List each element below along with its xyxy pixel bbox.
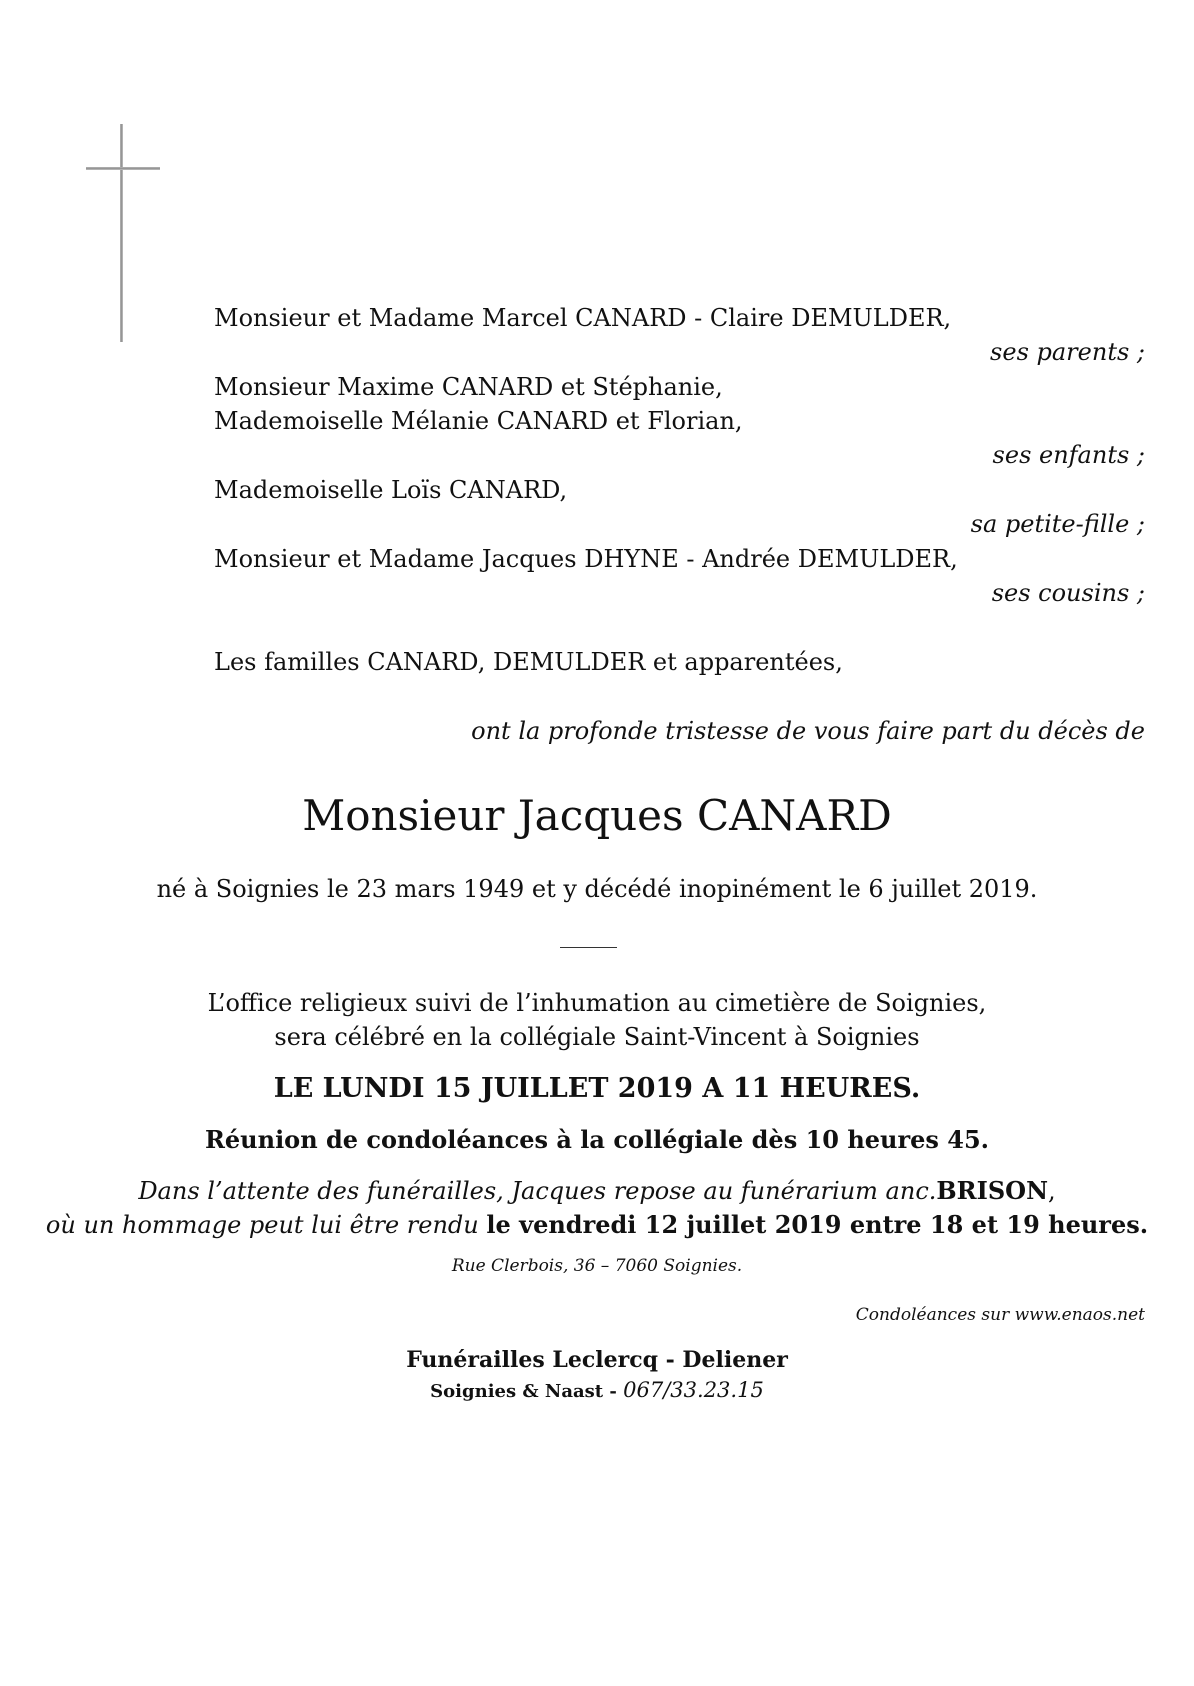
relation-children: ses enfants ; [992, 441, 1145, 469]
funerarium-line-1 [0, 1175, 1194, 1207]
families-line: Les familles CANARD, DEMULDER et apparentées, [214, 648, 843, 676]
relation-cousins: ses cousins ; [991, 579, 1145, 607]
ceremony-date: LE LUNDI 15 JUILLET 2019 A 11 HEURES. [273, 1073, 921, 1104]
ceremony-line-2: sera célébré en la collégiale Saint-Vincent à Soignies [274, 1023, 920, 1051]
cross-horizontal-bar [86, 167, 160, 170]
funerarium-line-2-text: où un hommage peut lui être rendu [45, 1211, 487, 1239]
funeral-home-locations: Soignies & Naast - [430, 1381, 624, 1402]
cross-vertical-bar [120, 124, 123, 342]
funeral-home-phone: 067/33.23.15 [623, 1378, 764, 1402]
divider [560, 947, 617, 948]
family-name-child-1: Monsieur Maxime CANARD et Stéphanie, [214, 373, 723, 401]
funerarium-line-1-text: Dans l’attente des funérailles, Jacques repose au funérarium anc. [138, 1177, 937, 1205]
funerarium-name: BRISON [936, 1176, 1049, 1205]
funerarium-visit-time: le vendredi 12 juillet 2019 entre 18 et 19 heures. [486, 1210, 1149, 1239]
relation-parents: ses parents ; [990, 338, 1145, 366]
announcement-text: ont la profonde tristesse de vous faire part du décès de [471, 717, 1145, 745]
family-name-child-2: Mademoiselle Mélanie CANARD et Florian, [214, 407, 743, 435]
deceased-name: Monsieur Jacques CANARD [302, 791, 892, 840]
funerarium-line-2 [0, 1209, 1194, 1241]
family-name-cousins: Monsieur et Madame Jacques DHYNE - Andrée DEMULDER, [214, 545, 958, 573]
funerarium-line-1-end: , [1048, 1177, 1056, 1205]
family-name-granddaughter: Mademoiselle Loïs CANARD, [214, 476, 568, 504]
family-name-parents: Monsieur et Madame Marcel CANARD - Claire DEMULDER, [214, 304, 952, 332]
funeral-home-name: Funérailles Leclercq - Deliener [406, 1347, 788, 1373]
ceremony-line-1: L’office religieux suivi de l’inhumation au cimetière de Soignies, [207, 989, 987, 1017]
funeral-home-contact [0, 1376, 1194, 1406]
condolences-online: Condoléances sur www.enaos.net [855, 1305, 1145, 1325]
birth-death-line: né à Soignies le 23 mars 1949 et y décédé inopinément le 6 juillet 2019. [156, 875, 1038, 903]
relation-granddaughter: sa petite-fille ; [970, 510, 1145, 538]
condolences-meeting: Réunion de condoléances à la collégiale dès 10 heures 45. [204, 1125, 990, 1154]
funerarium-address: Rue Clerbois, 36 – 7060 Soignies. [451, 1256, 743, 1276]
